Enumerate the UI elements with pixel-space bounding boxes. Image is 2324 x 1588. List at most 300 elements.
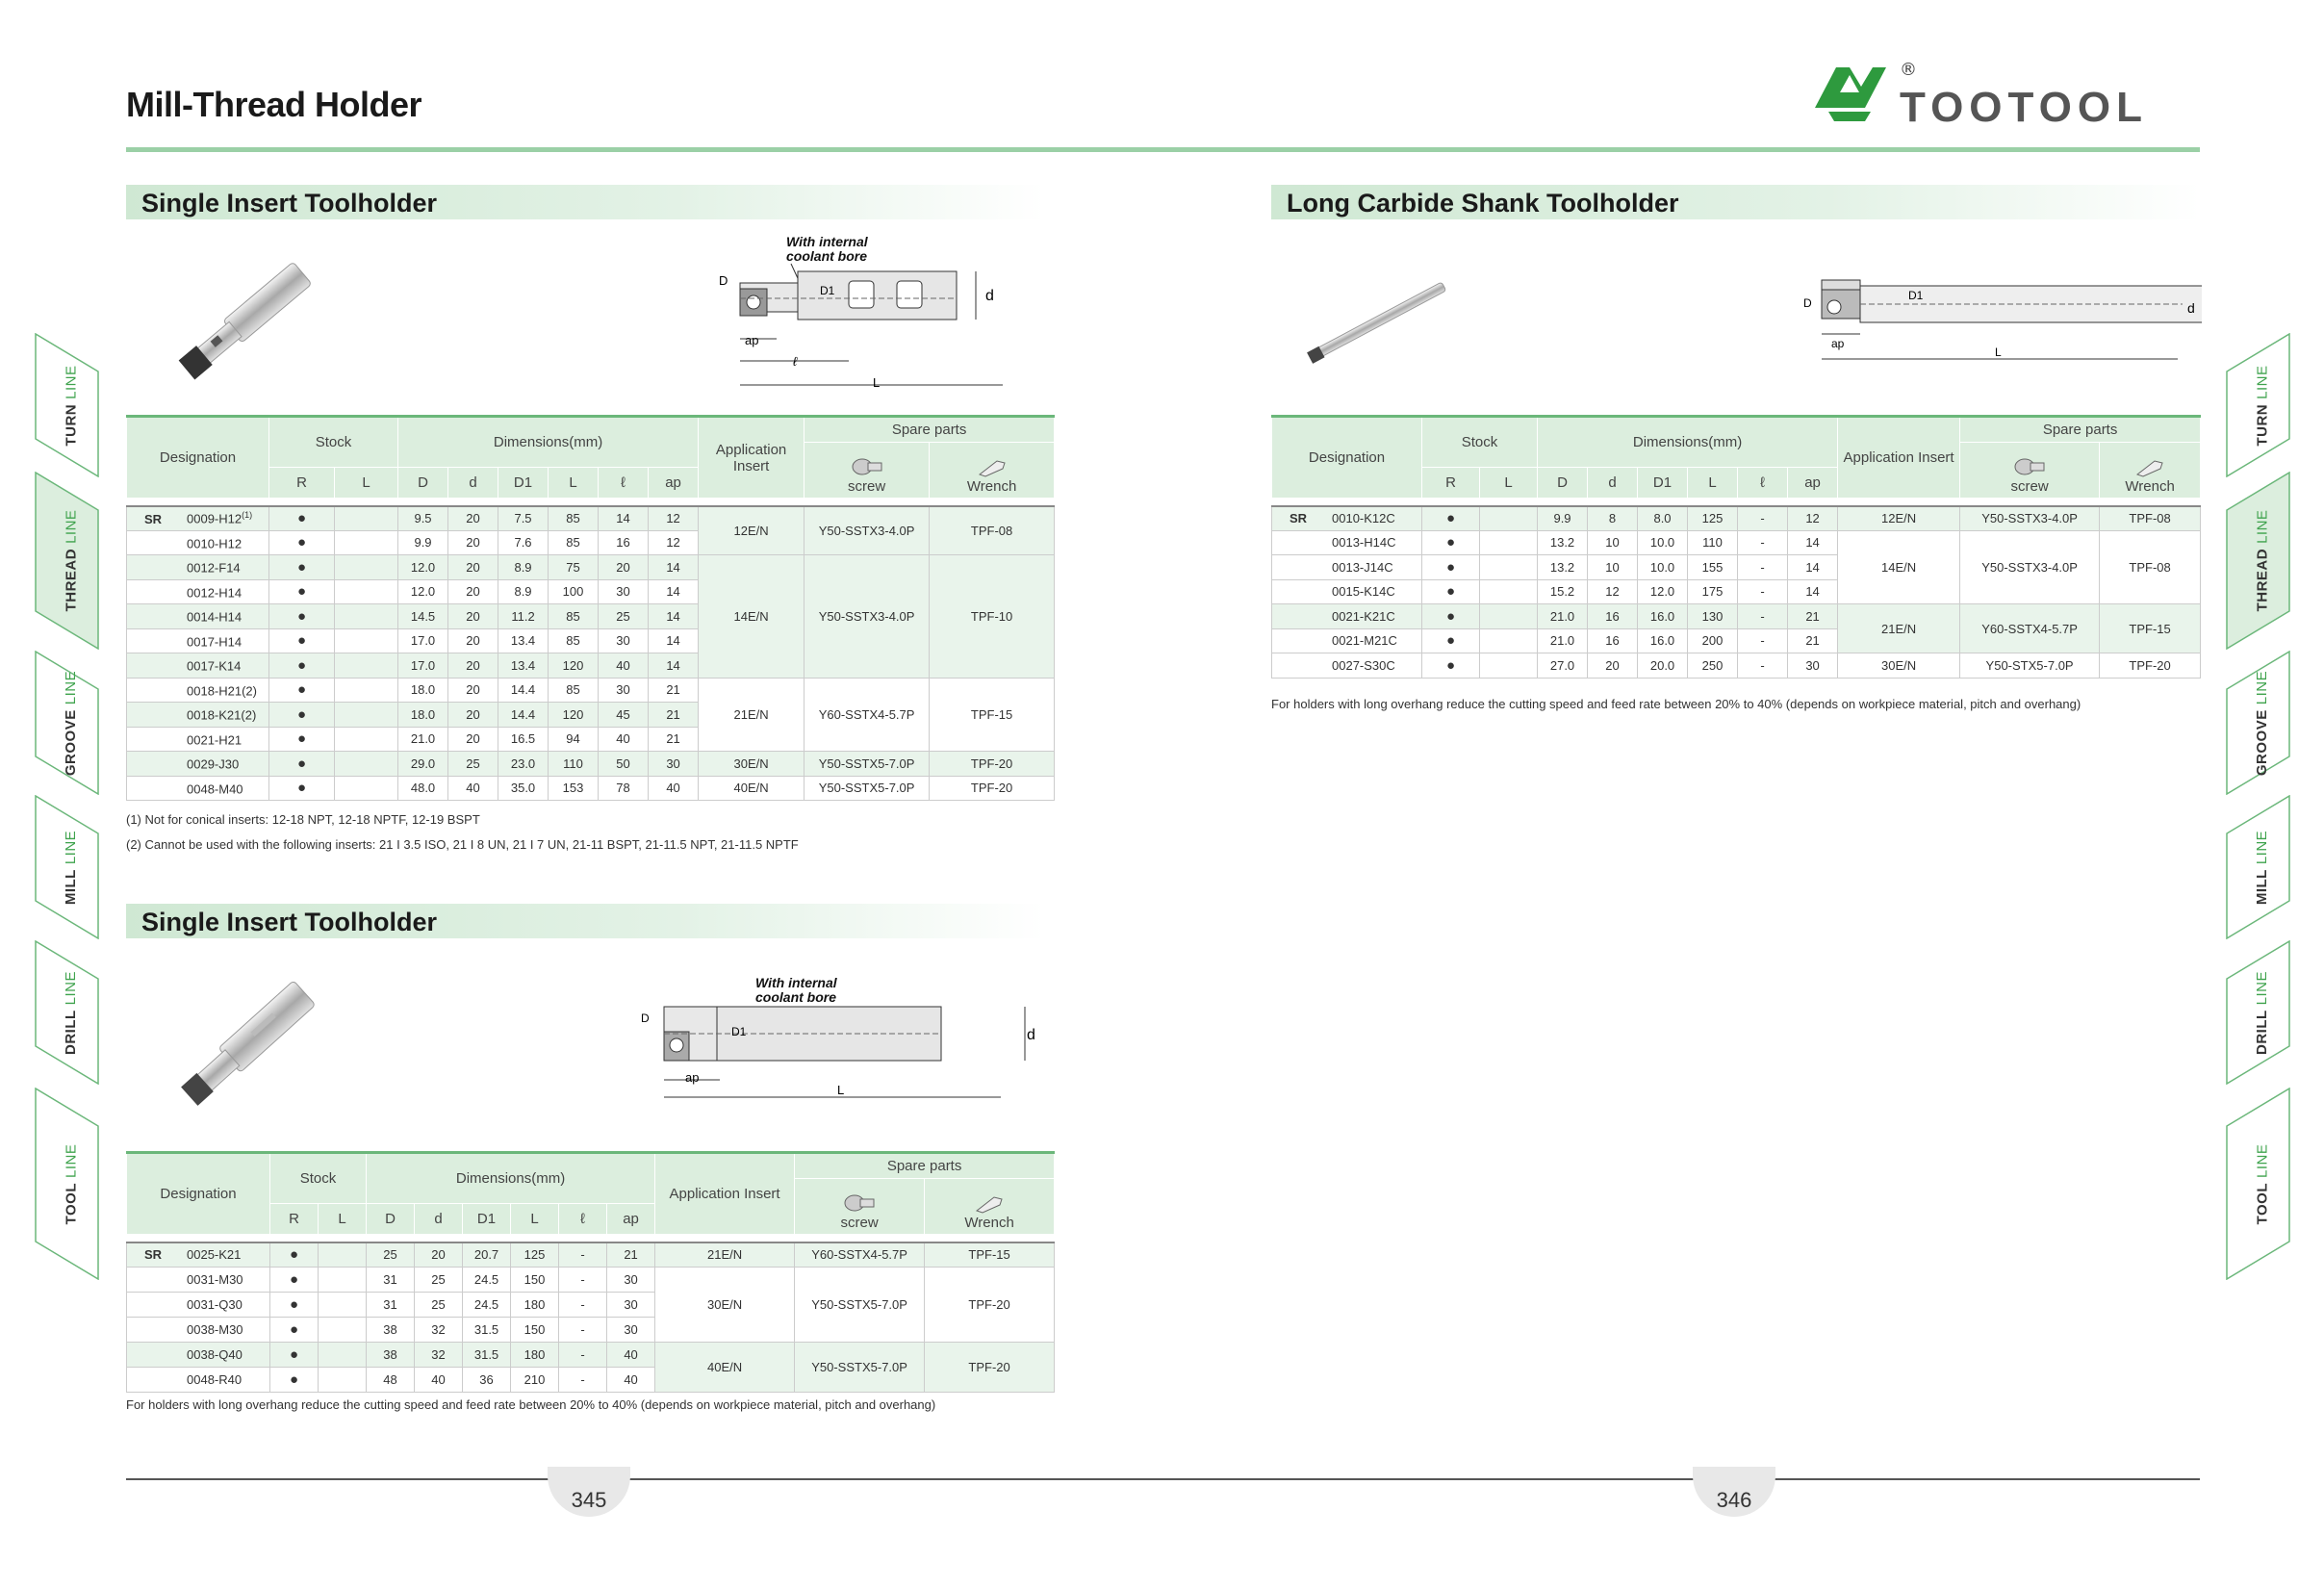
- cell-d: 20: [448, 530, 498, 555]
- cell-r: ●: [269, 727, 335, 752]
- table-row: [127, 752, 1055, 777]
- cell-lv: 120: [549, 653, 599, 679]
- cell-insert: 14E/N: [1838, 530, 1960, 604]
- designation-cell: 0012-H14: [127, 579, 269, 604]
- cell-ap: 14: [1788, 530, 1838, 555]
- cell-l: [319, 1293, 367, 1318]
- cell-ap: 30: [607, 1293, 655, 1318]
- designation-cell: 0017-K14: [127, 653, 269, 679]
- cell-l: [319, 1343, 367, 1368]
- cell-r: ●: [269, 653, 335, 679]
- cell-r: ●: [1422, 506, 1480, 531]
- designation-cell: 0021-M21C: [1272, 628, 1422, 653]
- cell-d: 31: [367, 1268, 415, 1293]
- section1-technical-drawing: [714, 231, 1041, 395]
- cell-d: 29.0: [398, 752, 448, 777]
- cell-d: 48: [367, 1368, 415, 1393]
- cell-ell: -: [1738, 530, 1788, 555]
- screw-icon: [843, 1193, 876, 1215]
- cell-ap: 14: [1788, 555, 1838, 580]
- table-row: [127, 1242, 1055, 1268]
- section2-spec-table: Designation Stock Dimensions(mm) Application Insert Spare parts screw Wrench R L D d D1 L ℓ ap SR 0025-K21 ● 25 20 20.7 125 - 21 21E/N Y60-SSTX4-5.7P TPF-15 0031-M30 ● 31 25 24.5 150 - 30 30E/N Y50-SSTX5-7.0P TPF-20 0031-Q30 ● 31 25 24.5 180 - 30 0038-M30 ● 38 32 31.5 150 - 30 0038-Q40 ● 38 32 31.5 180 - 40 40E/N Y50-SSTX5-7.0P TPF-20 0048-R40 ● 48 40 36 210 - 40: [126, 1151, 1055, 1393]
- cell-d: 9.9: [398, 530, 448, 555]
- cell-insert: 30E/N: [699, 752, 804, 777]
- cell-r: ●: [1422, 604, 1480, 629]
- side-tab-groove[interactable]: GROOVELINE: [35, 651, 108, 795]
- cell-screw: Y50-SSTX5-7.0P: [795, 1343, 925, 1393]
- svg-text:D1: D1: [820, 284, 835, 297]
- cell-d: 20: [448, 703, 498, 728]
- section3-title: Long Carbide Shank Toolholder: [1287, 189, 1679, 218]
- coolant-label-line2: coolant bore: [786, 248, 868, 264]
- cell-ell: 25: [599, 604, 649, 629]
- cell-ell: -: [1738, 628, 1788, 653]
- cell-ap: 14: [649, 628, 699, 653]
- cell-d1: 8.0: [1638, 506, 1688, 531]
- cell-d: 13.2: [1538, 530, 1588, 555]
- section1-note-2: (2) Cannot be used with the following inserts: 21 I 3.5 ISO, 21 I 8 UN, 21 I 7 UN, 21-11 BSPT, 21-11.5 NPT, 21-11.5 NPTF: [126, 837, 799, 852]
- cell-d: 21.0: [398, 727, 448, 752]
- section1-product-photo: [162, 260, 325, 385]
- cell-d: 25: [415, 1293, 463, 1318]
- cell-ell: -: [559, 1293, 607, 1318]
- cell-insert: 21E/N: [655, 1242, 795, 1268]
- cell-ap: 21: [1788, 628, 1838, 653]
- cell-d: 20: [448, 579, 498, 604]
- designation-cell: SR 0010-K12C: [1272, 506, 1422, 531]
- cell-d: 12.0: [398, 555, 448, 580]
- cell-ap: 40: [607, 1368, 655, 1393]
- designation-cell: 0014-H14: [127, 604, 269, 629]
- cell-d1: 20.0: [1638, 653, 1688, 679]
- svg-text:L: L: [837, 1083, 845, 1097]
- cell-d: 20: [448, 727, 498, 752]
- side-tab-tool[interactable]: TOOLLINE: [35, 1088, 108, 1280]
- cell-ell: -: [559, 1242, 607, 1268]
- cell-ell: 30: [599, 678, 649, 703]
- cell-d: 40: [448, 776, 498, 801]
- cell-d1: 7.5: [498, 506, 549, 531]
- cell-screw: Y60-SSTX4-5.7P: [1960, 604, 2100, 653]
- section2-product-photo: [166, 982, 329, 1107]
- cell-r: ●: [269, 703, 335, 728]
- table-row: [127, 776, 1055, 801]
- cell-d1: 8.9: [498, 555, 549, 580]
- cell-d1: 16.5: [498, 727, 549, 752]
- cell-r: ●: [1422, 530, 1480, 555]
- cell-ell: -: [559, 1318, 607, 1343]
- side-tab-turn[interactable]: TURNLINE: [2226, 333, 2299, 477]
- cell-lv: 210: [511, 1368, 559, 1393]
- cell-d: 20: [448, 555, 498, 580]
- cell-d: 25: [415, 1268, 463, 1293]
- cell-lv: 85: [549, 506, 599, 531]
- cell-l: [335, 776, 398, 801]
- cell-d1: 14.4: [498, 703, 549, 728]
- side-tab-mill[interactable]: MILLLINE: [35, 795, 108, 939]
- cell-d1: 12.0: [1638, 579, 1688, 604]
- section1-spec-table: Designation Stock Dimensions(mm) Application Insert Spare parts screw Wrench R L D d D1 L ℓ ap SR 0009-H12$^{(1)}$ ● 9.5 20 7.5 85 14 12 12E/N Y50-SSTX3-4.0P TPF-08 0010-H12 ● 9.9 20 7.6 85 16 12 0012-F14 ● 12.0 20 8.9 75 20 14 14E/N Y50-SSTX3-4.0P TPF-10 0012-H14 ● 12.0 20 8.9 100 30 14 0014-H14 ● 14.5 20 11.2 85 25 14 0017-H14 ● 17.0 20 13.4 85 30 14 0017-K14 ● 17.0 20 13.4 120 40 14 0018-H21(2) ● 18.0 20 14.4 85 30 21 21E/N Y60-SSTX4-5.7P TPF-15 0018-K21(2) ● 18.0 20 14.4 120 45 21 0021-H21 ● 21.0 20 16.5 94 40 21 0029-J30 ● 29.0 25 23.0 110 50 30 30E/N Y50-SSTX5-7.0P TPF-20 0048-M40 ● 48.0 40 35.0 153 78 40 40E/N Y50-SSTX5-7.0P TPF-20: [126, 415, 1055, 801]
- cell-screw: Y50-STX5-7.0P: [1960, 653, 2100, 679]
- cell-l: [335, 727, 398, 752]
- cell-ap: 14: [649, 653, 699, 679]
- cell-l: [319, 1268, 367, 1293]
- cell-r: ●: [270, 1318, 319, 1343]
- cell-r: ●: [269, 776, 335, 801]
- designation-cell: 0038-M30: [127, 1318, 270, 1343]
- cell-screw: Y50-SSTX3-4.0P: [1960, 506, 2100, 531]
- cell-ap: 21: [649, 727, 699, 752]
- cell-ell: 30: [599, 579, 649, 604]
- cell-l: [335, 628, 398, 653]
- cell-lv: 125: [1688, 506, 1738, 531]
- col-screw: screw: [804, 443, 930, 499]
- side-tab-drill[interactable]: DRILLLINE: [35, 940, 108, 1085]
- cell-ap: 14: [649, 579, 699, 604]
- cell-lv: 153: [549, 776, 599, 801]
- table-row: [1272, 653, 2201, 679]
- coolant-label-line1: With internal: [786, 234, 868, 249]
- cell-lv: 85: [549, 530, 599, 555]
- svg-text:D: D: [719, 273, 728, 288]
- cell-wrench: TPF-10: [930, 555, 1055, 679]
- cell-d1: 16.0: [1638, 604, 1688, 629]
- wrench-icon: [976, 457, 1009, 478]
- side-tab-thread[interactable]: THREADLINE: [35, 472, 108, 650]
- cell-insert: 40E/N: [699, 776, 804, 801]
- designation-cell: 0048-M40: [127, 776, 269, 801]
- cell-ell: -: [559, 1343, 607, 1368]
- cell-lv: 180: [511, 1343, 559, 1368]
- cell-d: 21.0: [1538, 604, 1588, 629]
- brand-logo: [1811, 58, 2206, 135]
- svg-text:coolant bore: coolant bore: [755, 989, 837, 1005]
- cell-ell: -: [1738, 506, 1788, 531]
- cell-ell: 30: [599, 628, 649, 653]
- section3-header: [1271, 185, 2200, 219]
- cell-r: ●: [269, 678, 335, 703]
- cell-lv: 120: [549, 703, 599, 728]
- cell-r: ●: [270, 1293, 319, 1318]
- cell-l: [1480, 506, 1538, 531]
- cell-lv: 85: [549, 678, 599, 703]
- cell-l: [335, 678, 398, 703]
- cell-d1: 24.5: [463, 1293, 511, 1318]
- col-spare-parts: Spare parts: [804, 417, 1055, 443]
- cell-wrench: TPF-15: [2100, 604, 2201, 653]
- cell-lv: 100: [549, 579, 599, 604]
- cell-ap: 21: [1788, 604, 1838, 629]
- designation-cell: 0027-S30C: [1272, 653, 1422, 679]
- cell-d: 25: [367, 1242, 415, 1268]
- cell-d: 18.0: [398, 703, 448, 728]
- svg-text:d: d: [985, 288, 994, 304]
- cell-d1: 14.4: [498, 678, 549, 703]
- cell-ell: 50: [599, 752, 649, 777]
- registered-mark: ®: [1900, 60, 1917, 80]
- col-wrench: Wrench: [930, 443, 1055, 499]
- cell-d1: 8.9: [498, 579, 549, 604]
- svg-text:L: L: [873, 375, 881, 390]
- cell-d: 14.5: [398, 604, 448, 629]
- cell-r: ●: [1422, 555, 1480, 580]
- footer-rule: [126, 1478, 2200, 1480]
- cell-ell: 40: [599, 727, 649, 752]
- cell-lv: 94: [549, 727, 599, 752]
- cell-d1: 31.5: [463, 1318, 511, 1343]
- cell-d1: 31.5: [463, 1343, 511, 1368]
- cell-ell: -: [559, 1368, 607, 1393]
- cell-lv: 155: [1688, 555, 1738, 580]
- brand-name: TOOTOOL: [1900, 84, 2148, 131]
- side-tab-tool[interactable]: TOOLLINE: [2226, 1088, 2299, 1280]
- cell-r: ●: [270, 1242, 319, 1268]
- cell-d: 16: [1588, 628, 1638, 653]
- cell-l: [1480, 555, 1538, 580]
- cell-ap: 30: [607, 1318, 655, 1343]
- cell-lv: 130: [1688, 604, 1738, 629]
- cell-d: 16: [1588, 604, 1638, 629]
- cell-d1: 20.7: [463, 1242, 511, 1268]
- cell-screw: Y50-SSTX3-4.0P: [804, 506, 930, 555]
- side-tab-drill[interactable]: DRILLLINE: [2226, 940, 2299, 1085]
- designation-cell: 0021-H21: [127, 727, 269, 752]
- cell-d1: 13.4: [498, 628, 549, 653]
- cell-wrench: TPF-08: [2100, 530, 2201, 604]
- cell-insert: 14E/N: [699, 555, 804, 679]
- wrench-icon: [2133, 457, 2166, 478]
- table-row: [1272, 530, 2201, 555]
- cell-ap: 14: [649, 604, 699, 629]
- cell-lv: 150: [511, 1318, 559, 1343]
- cell-ell: -: [559, 1268, 607, 1293]
- cell-d: 31: [367, 1293, 415, 1318]
- cell-l: [1480, 628, 1538, 653]
- cell-lv: 250: [1688, 653, 1738, 679]
- cell-d: 20: [448, 678, 498, 703]
- cell-screw: Y50-SSTX5-7.0P: [804, 752, 930, 777]
- cell-d: 38: [367, 1343, 415, 1368]
- cell-screw: Y50-SSTX5-7.0P: [795, 1268, 925, 1343]
- cell-d: 38: [367, 1318, 415, 1343]
- cell-ell: 45: [599, 703, 649, 728]
- table-row: [127, 555, 1055, 580]
- cell-wrench: TPF-15: [925, 1242, 1055, 1268]
- cell-l: [335, 530, 398, 555]
- cell-lv: 110: [1688, 530, 1738, 555]
- cell-d: 10: [1588, 530, 1638, 555]
- table-row: [127, 1343, 1055, 1368]
- cell-lv: 180: [511, 1293, 559, 1318]
- cell-r: ●: [1422, 579, 1480, 604]
- section3-spec-table: Designation Stock Dimensions(mm) Application Insert Spare parts screw Wrench R L D d D1 L ℓ ap SR 0010-K12C ● 9.9 8 8.0 125 - 12 12E/N Y50-SSTX3-4.0P TPF-08 0013-H14C ● 13.2 10 10.0 110 - 14 14E/N Y50-SSTX3-4.0P TPF-08 0013-J14C ● 13.2 10 10.0 155 - 14 0015-K14C ● 15.2 12 12.0 175 - 14 0021-K21C ● 21.0 16 16.0 130 - 21 21E/N Y60-SSTX4-5.7P TPF-15 0021-M21C ● 21.0 16 16.0 200 - 21 0027-S30C ● 27.0 20 20.0 250 - 30 30E/N Y50-STX5-7.0P TPF-20: [1271, 415, 2201, 679]
- cell-wrench: TPF-15: [930, 678, 1055, 752]
- cell-ell: -: [1738, 555, 1788, 580]
- cell-ap: 14: [649, 555, 699, 580]
- cell-l: [335, 506, 398, 531]
- cell-l: [335, 653, 398, 679]
- cell-insert: 12E/N: [699, 506, 804, 555]
- title-rule: [126, 147, 2200, 152]
- cell-d: 20: [415, 1242, 463, 1268]
- cell-insert: 40E/N: [655, 1343, 795, 1393]
- table-row: [1272, 506, 2201, 531]
- page-number-right: 346: [1693, 1467, 1775, 1517]
- screw-icon: [851, 457, 883, 478]
- cell-ap: 30: [607, 1268, 655, 1293]
- designation-cell: 0013-J14C: [1272, 555, 1422, 580]
- svg-text:ap: ap: [745, 333, 759, 347]
- cell-ap: 40: [607, 1343, 655, 1368]
- designation-cell: 0018-K21(2): [127, 703, 269, 728]
- cell-insert: 21E/N: [699, 678, 804, 752]
- cell-wrench: TPF-08: [930, 506, 1055, 555]
- cell-d: 40: [415, 1368, 463, 1393]
- cell-d: 15.2: [1538, 579, 1588, 604]
- designation-cell: 0021-K21C: [1272, 604, 1422, 629]
- cell-d: 9.9: [1538, 506, 1588, 531]
- section1-note-1: (1) Not for conical inserts: 12-18 NPT, 12-18 NPTF, 12-19 BSPT: [126, 812, 480, 827]
- cell-r: ●: [269, 752, 335, 777]
- cell-l: [319, 1368, 367, 1393]
- cell-d: 32: [415, 1318, 463, 1343]
- cell-l: [335, 752, 398, 777]
- cell-d1: 11.2: [498, 604, 549, 629]
- table-row: [127, 506, 1055, 531]
- page-number-left: 345: [548, 1467, 630, 1517]
- cell-ap: 12: [1788, 506, 1838, 531]
- cell-ap: 40: [649, 776, 699, 801]
- section2-note: For holders with long overhang reduce the cutting speed and feed rate between 20% to 40% (depends on workpiece material, pitch and overhang): [126, 1397, 936, 1412]
- cell-lv: 85: [549, 628, 599, 653]
- designation-cell: 0038-Q40: [127, 1343, 270, 1368]
- svg-text:With internal: With internal: [755, 975, 837, 990]
- cell-d: 17.0: [398, 653, 448, 679]
- section2-title: Single Insert Toolholder: [141, 908, 438, 936]
- cell-ap: 30: [1788, 653, 1838, 679]
- cell-ell: 78: [599, 776, 649, 801]
- table-row: [1272, 604, 2201, 629]
- cell-ap: 21: [649, 703, 699, 728]
- cell-d: 18.0: [398, 678, 448, 703]
- cell-r: ●: [269, 579, 335, 604]
- svg-text:D: D: [641, 1012, 650, 1025]
- page-title: Mill-Thread Holder: [126, 85, 422, 124]
- designation-cell: 0012-F14: [127, 555, 269, 580]
- cell-lv: 75: [549, 555, 599, 580]
- cell-r: ●: [270, 1268, 319, 1293]
- cell-screw: Y50-SSTX3-4.0P: [1960, 530, 2100, 604]
- side-tab-mill[interactable]: MILLLINE: [2226, 795, 2299, 939]
- cell-ap: 12: [649, 530, 699, 555]
- cell-d1: 24.5: [463, 1268, 511, 1293]
- svg-text:ap: ap: [1831, 337, 1845, 350]
- cell-d: 27.0: [1538, 653, 1588, 679]
- cell-d: 9.5: [398, 506, 448, 531]
- cell-wrench: TPF-20: [930, 776, 1055, 801]
- cell-d: 48.0: [398, 776, 448, 801]
- cell-ell: -: [1738, 579, 1788, 604]
- cell-r: ●: [1422, 653, 1480, 679]
- cell-d1: 36: [463, 1368, 511, 1393]
- cell-d1: 13.4: [498, 653, 549, 679]
- cell-r: ●: [269, 530, 335, 555]
- cell-d: 32: [415, 1343, 463, 1368]
- svg-text:ap: ap: [685, 1070, 700, 1085]
- col-dimensions: Dimensions(mm): [398, 417, 699, 468]
- section1-title: Single Insert Toolholder: [141, 189, 438, 218]
- svg-text:d: d: [1027, 1027, 1035, 1043]
- cell-d1: 10.0: [1638, 555, 1688, 580]
- designation-cell: 0018-H21(2): [127, 678, 269, 703]
- cell-d: 13.2: [1538, 555, 1588, 580]
- designation-cell: 0048-R40: [127, 1368, 270, 1393]
- cell-ell: 14: [599, 506, 649, 531]
- cell-wrench: TPF-20: [930, 752, 1055, 777]
- designation-cell: SR 0009-H12$^{(1)}$: [127, 506, 269, 531]
- cell-ell: 20: [599, 555, 649, 580]
- cell-screw: Y50-SSTX5-7.0P: [804, 776, 930, 801]
- side-tab-groove[interactable]: GROOVELINE: [2226, 651, 2299, 795]
- designation-cell: 0031-M30: [127, 1268, 270, 1293]
- cell-d: 20: [448, 653, 498, 679]
- cell-l: [1480, 653, 1538, 679]
- designation-cell: 0010-H12: [127, 530, 269, 555]
- cell-d: 20: [1588, 653, 1638, 679]
- svg-text:L: L: [1995, 346, 2002, 359]
- cell-d: 20: [448, 604, 498, 629]
- cell-ap: 21: [607, 1242, 655, 1268]
- cell-ap: 12: [649, 506, 699, 531]
- cell-d: 17.0: [398, 628, 448, 653]
- cell-screw: Y60-SSTX4-5.7P: [795, 1242, 925, 1268]
- cell-r: ●: [1422, 628, 1480, 653]
- cell-wrench: TPF-20: [2100, 653, 2201, 679]
- cell-l: [319, 1242, 367, 1268]
- cell-d: 20: [448, 628, 498, 653]
- cell-r: ●: [270, 1343, 319, 1368]
- screw-icon: [2013, 457, 2046, 478]
- cell-d: 8: [1588, 506, 1638, 531]
- cell-ell: 40: [599, 653, 649, 679]
- cell-r: ●: [269, 506, 335, 531]
- designation-cell: SR 0025-K21: [127, 1242, 270, 1268]
- cell-r: ●: [269, 604, 335, 629]
- table-row: [127, 678, 1055, 703]
- cell-lv: 200: [1688, 628, 1738, 653]
- cell-insert: 12E/N: [1838, 506, 1960, 531]
- cell-l: [335, 579, 398, 604]
- section1-header: [126, 185, 1045, 219]
- designation-cell: 0015-K14C: [1272, 579, 1422, 604]
- section2-technical-drawing: [635, 972, 1049, 1107]
- cell-lv: 125: [511, 1242, 559, 1268]
- section3-note: For holders with long overhang reduce the cutting speed and feed rate between 20% to 40% (depends on workpiece material, pitch and overhang): [1271, 697, 2081, 711]
- cell-d: 21.0: [1538, 628, 1588, 653]
- side-tab-turn[interactable]: TURNLINE: [35, 333, 108, 477]
- cell-r: ●: [270, 1368, 319, 1393]
- cell-screw: Y50-SSTX3-4.0P: [804, 555, 930, 679]
- cell-ell: -: [1738, 604, 1788, 629]
- cell-r: ●: [269, 628, 335, 653]
- cell-l: [319, 1318, 367, 1343]
- section3-product-photo: [1299, 274, 1458, 371]
- col-designation: Designation: [127, 417, 269, 499]
- cell-d: 10: [1588, 555, 1638, 580]
- side-tab-thread[interactable]: THREADLINE: [2226, 472, 2299, 650]
- cell-d1: 10.0: [1638, 530, 1688, 555]
- cell-l: [1480, 530, 1538, 555]
